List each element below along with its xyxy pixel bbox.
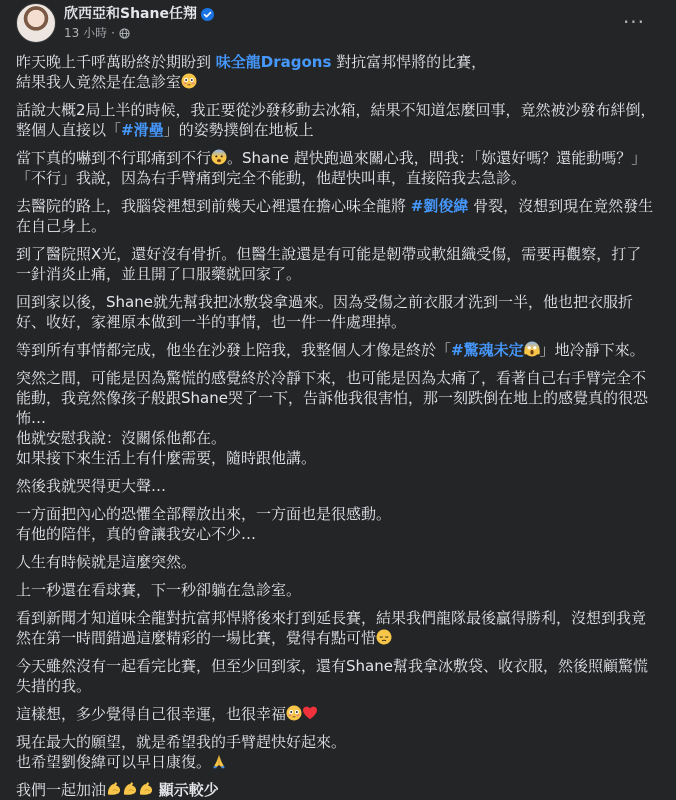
post-subtitle (64, 25, 214, 41)
pensive-face-emoji (376, 629, 392, 645)
see-less-link[interactable]: 顯示較少 (158, 781, 219, 799)
paragraph-7-text-a: 等到所有事情都完成，他坐在沙發上陪我，我整個人才像是終於「 (16, 341, 452, 359)
paragraph-2-text-a: 話說大概2局上半的時候，我正要從沙發移動去冰箱，結果不知道怎麼回事，竟然被沙發布絆倒，整個人直接以「 (16, 101, 656, 139)
paragraph-10: 一方面把內心的恐懼全部釋放出來，一方面也是很感動。 有他的陪伴，真的會讓我安心不少… (16, 505, 392, 543)
paragraph-5: 到了醫院照X光，還好沒有骨折。但醫生說還是有可能是韌帶或軟組織受傷，需要再觀察，打了一針消炎止痛，並且開了口服藥就回家了。 (16, 245, 642, 283)
paragraph-4-text-b: 骨裂，沒想到現在竟然發生在自己身上。 (16, 197, 654, 235)
paragraph-13 (16, 608, 656, 648)
page-link-dragons[interactable]: 味全龍Dragons (215, 53, 332, 71)
flexed-biceps-emoji (106, 781, 122, 797)
fearful-face-emoji (211, 149, 227, 165)
paragraph-1 (16, 52, 656, 92)
paragraph-2-text-b: 」的姿勢撲倒在地板上 (163, 121, 314, 139)
post-meta (64, 3, 214, 41)
paragraph-9: 然後我就哭得更大聲… (16, 477, 167, 495)
folded-hands-emoji (211, 753, 227, 769)
globe-icon[interactable] (119, 28, 130, 39)
paragraph-13-text: 看到新聞才知道味全龍對抗富邦悍將後來打到延長賽，結果我們龍隊最後贏得勝利，沒想到我竟然在第一時間錯過這麼精彩的一場比賽，覺得有點可惜 (16, 609, 647, 647)
paragraph-4 (16, 196, 656, 236)
red-heart-emoji (302, 705, 318, 721)
paragraph-1-text-a: 昨天晚上千呼萬盼終於期盼到 (16, 53, 216, 71)
author-avatar[interactable] (16, 3, 56, 43)
paragraph-8: 突然之間，可能是因為驚慌的感覺終於冷靜下來，也可能是因為太痛了，看著自己右手臂完全不能動，我竟然像孩子般跟Shane哭了一下，告訴他我很害怕，那一刻跌倒在地上的感覺真的很恐怖… 他就安慰我說：沒關係他都在。 如果接下來生活上有什麼需要，隨時跟他講。 (16, 369, 648, 467)
verified-badge-icon (201, 8, 214, 21)
paragraph-16 (16, 732, 656, 772)
post-header (16, 0, 660, 48)
post-body (16, 52, 660, 800)
paragraph-3-text-b: 。Shane 趕快跑過來關心我，問我：「妳還好嗎？還能動嗎？」 「不行」我說，因為右手臂痛到完全不能動，他趕快叫車，直接陪我去急診。 (16, 149, 647, 187)
paragraph-3 (16, 148, 656, 188)
paragraph-6: 回到家以後，Shane就先幫我把冰敷袋拿過來。因為受傷之前衣服才洗到一半，他也把衣服折好、收好，家裡原本做到一半的事情，也一件一件處理掉。 (16, 293, 633, 331)
hashtag-liu-jun-wei[interactable]: #劉俊緯 (410, 197, 469, 215)
flexed-biceps-emoji (122, 781, 138, 797)
flushed-face-emoji (181, 73, 197, 89)
paragraph-1-text-b: 對抗富邦悍將的比賽， 結果我人竟然是在急診室 (16, 53, 487, 91)
hashtag-slide[interactable]: #滑壘 (121, 121, 164, 139)
author-row (64, 5, 214, 23)
paragraph-17-text: 我們一起加油 (16, 781, 107, 799)
separator-dot: · (111, 26, 115, 40)
paragraph-3-text-a: 當下真的嚇到不行耶痛到不行 (16, 149, 212, 167)
flexed-biceps-emoji (138, 781, 154, 797)
paragraph-7 (16, 340, 656, 360)
hashtag-shaken[interactable]: #驚魂未定 (451, 341, 524, 359)
paragraph-7-text-b: 」地冷靜下來。 (539, 341, 645, 359)
paragraph-15 (16, 704, 656, 724)
paragraph-16-text: 現在最大的願望，就是希望我的手臂趕快好起來。 也希望劉俊緯可以早日康復。 (16, 733, 347, 771)
paragraph-4-text-a: 去醫院的路上，我腦袋裡想到前幾天心裡還在擔心味全龍將 (16, 197, 411, 215)
post-timestamp[interactable]: 13 小時 (64, 26, 108, 40)
more-options-icon[interactable]: ··· (622, 10, 646, 34)
paragraph-15-text: 這樣想，多少覺得自己很幸運，也很幸福 (16, 705, 287, 723)
author-name[interactable]: 欣西亞和Shane任翔 (64, 6, 197, 22)
paragraph-12: 上一秒還在看球賽，下一秒卻躺在急診室。 (16, 581, 302, 599)
paragraph-14: 今天雖然沒有一起看完比賽，但至少回到家，還有Shane幫我拿冰敷袋、收衣服，然後照顧驚慌失措的我。 (16, 657, 648, 695)
paragraph-11: 人生有時候就是這麼突然。 (16, 553, 197, 571)
screaming-face-emoji (524, 341, 540, 357)
paragraph-2 (16, 100, 656, 140)
paragraph-17 (16, 780, 656, 800)
flushed-face-emoji (286, 705, 302, 721)
